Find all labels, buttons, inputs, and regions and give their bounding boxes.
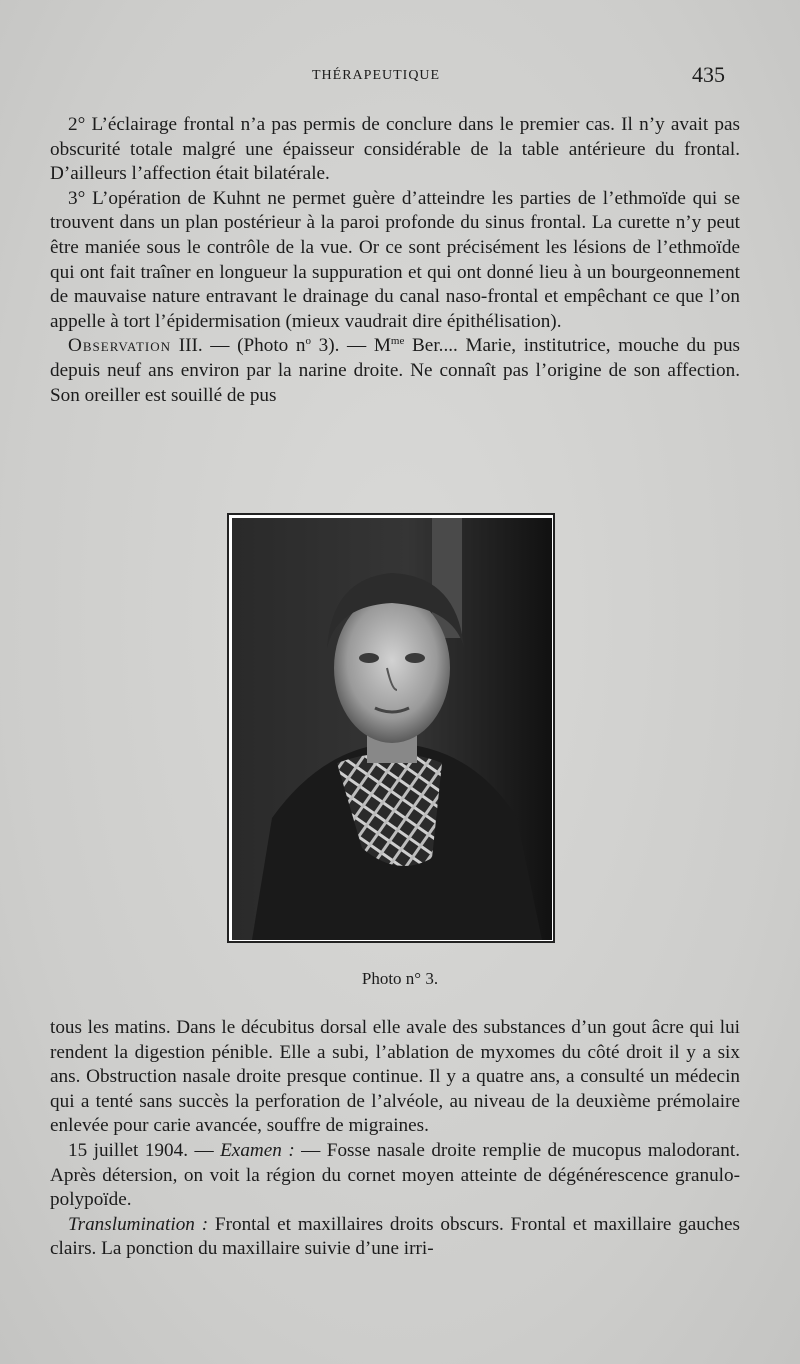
- running-title: THÉRAPEUTIQUE: [312, 68, 441, 83]
- right-eye: [405, 653, 425, 663]
- examen-text: — Fosse nasale droite remplie de mucopus malodorant. Après détersion, on voit la région du cornet moyen atteinte de dégénérescence granulo-polypoïde.: [50, 1139, 741, 1211]
- observation-text: Ber.... Marie, institutrice, mouche du pus depuis neuf ans environ par la narine droite. Ne connaît pas l’origine de son affection. Son oreiller est souillé de pus: [50, 335, 741, 406]
- paragraph-eclairage: 2° L’éclairage frontal n’a pas permis de conclure dans le premier cas. Il n’y avait pas obscurité totale malgré une épaisseur considérable de la table antérieure du frontal. D’ailleurs l’affection était bilatérale.: [50, 114, 740, 185]
- observation-photo-ref: — (Photo n: [202, 335, 306, 357]
- examen-date: 15 juillet 1904. —: [68, 1139, 221, 1161]
- examen-label: Examen :: [220, 1139, 295, 1161]
- text-block-bottom: [50, 1016, 740, 1262]
- text-block-top: [50, 113, 740, 408]
- paragraph-examen: [50, 1139, 740, 1213]
- numero-superscript: o: [305, 335, 311, 348]
- observation-number: III.: [178, 335, 203, 357]
- madame-superscript: me: [390, 335, 405, 348]
- portrait-image: [232, 518, 552, 940]
- left-eye: [359, 653, 379, 663]
- paragraph-translumination: [50, 1213, 740, 1262]
- translumination-text: Frontal et maxillaires droits obscurs. Frontal et maxillaire gauches clairs. La ponction du maxillaire suivie d’une irri-: [50, 1213, 740, 1260]
- paragraph-symptoms: tous les matins. Dans le décubitus dorsal elle avale des substances d’un gout âcre qui lui rendent la digestion pénible. Elle a subi, l’ablation de myxomes du côté droit il y a six ans. Obstruction nasale droite presque continue. Il y a quatre ans, a consulté un médecin qui a tenté sans succès la perforation de l’alvéole, au niveau de la deuxième prémolaire enlevée pour carie avancée, souffre de migraines.: [50, 1017, 740, 1137]
- face-shape: [334, 593, 450, 743]
- observation-patient-prefix: 3). — M: [311, 335, 391, 357]
- paragraph-operation-kuhnt: 3° L’opération de Kuhnt ne permet guère d’atteindre les parties de l’ethmoïde qui se trouvent dans un plan postérieur à la paroi profonde du sinus frontal. La curette n’y peut être maniée sous le contrôle de la vue. Or ce sont précisément les lésions de l’ethmoïde qui ont fait traîner en longueur la suppuration et qui ont donné lieu à un bourgeonnement de mauvaise nature entravant le drainage du canal naso-frontal et empêchant ce que l’on appelle à tort l’épidermisation (mieux vaudrait dire épithélisation).: [50, 187, 740, 332]
- page-number: 435: [692, 62, 725, 87]
- patient-photograph: [227, 513, 555, 943]
- page-header: [0, 62, 800, 92]
- observation-label: Observation: [68, 335, 172, 357]
- translumination-label: Translumination :: [68, 1213, 209, 1235]
- photo-caption: Photo n° 3.: [361, 969, 439, 988]
- paragraph-observation-3: [50, 334, 740, 408]
